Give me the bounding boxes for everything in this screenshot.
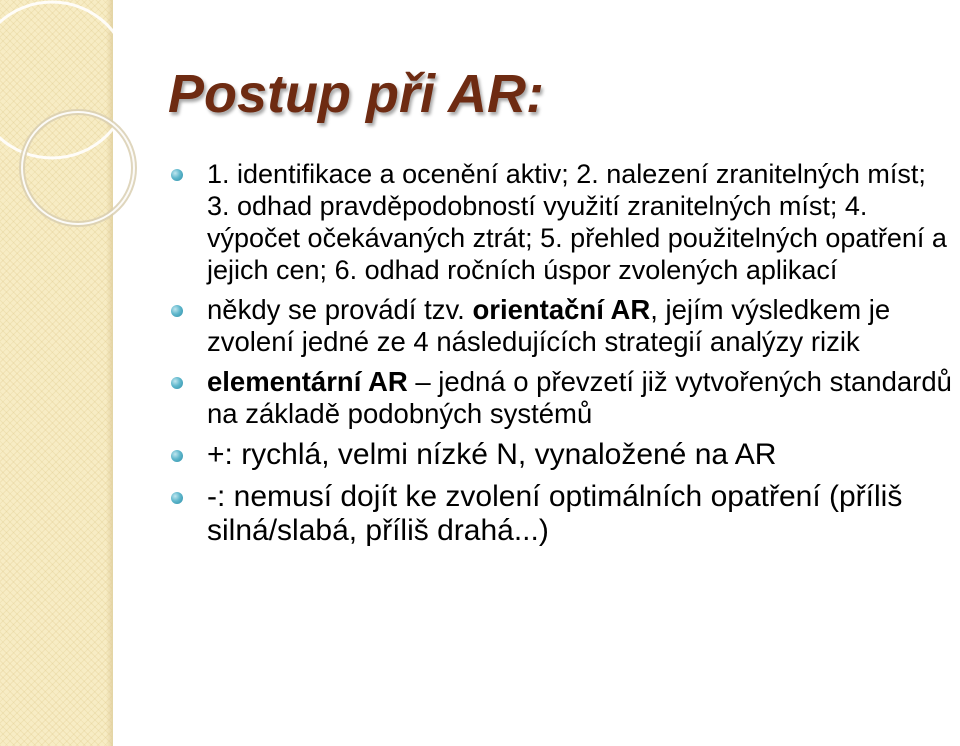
decorative-circles	[0, 0, 140, 260]
list-item-text-after: , jejím výsledkem je zvolení jedné ze 4 následujících strategií analýzy rizik	[207, 294, 891, 357]
list-item-bold-term: orientační AR	[472, 294, 651, 325]
bullet-icon	[171, 169, 183, 181]
list-item	[170, 438, 955, 472]
list-item	[170, 294, 955, 358]
list-item	[170, 158, 955, 286]
list-item-text: -: nemusí dojít ke zvolení optimálních opatření (příliš silná/slabá, příliš drahá...)	[207, 480, 903, 547]
bullet-icon	[171, 305, 183, 317]
bullet-icon	[171, 377, 183, 389]
list-item	[170, 480, 955, 548]
list-item-bold-term: elementární AR	[207, 366, 408, 397]
list-item-text: 1. identifikace a ocenění aktiv; 2. nalezení zranitelných míst; 3. odhad pravděpodobností využití zranitelných míst; 4. výpočet očekávaných ztrát; 5. přehled použitelných opatření a jejich cen; 6. odhad ročních úspor zvolených aplikací	[207, 159, 947, 285]
list-item-text: +: rychlá, velmi nízké N, vynaložené na AR	[207, 438, 777, 471]
bullet-list	[170, 158, 955, 548]
list-item-text-after: – jedná o převzetí již vytvořených standardů na základě podobných systémů	[207, 366, 952, 429]
bullet-icon	[171, 450, 183, 462]
list-item	[170, 366, 955, 430]
page-title: Postup při AR:	[168, 64, 544, 124]
list-item-text-before: někdy se provádí tzv.	[207, 294, 473, 325]
bullet-icon	[171, 492, 183, 504]
